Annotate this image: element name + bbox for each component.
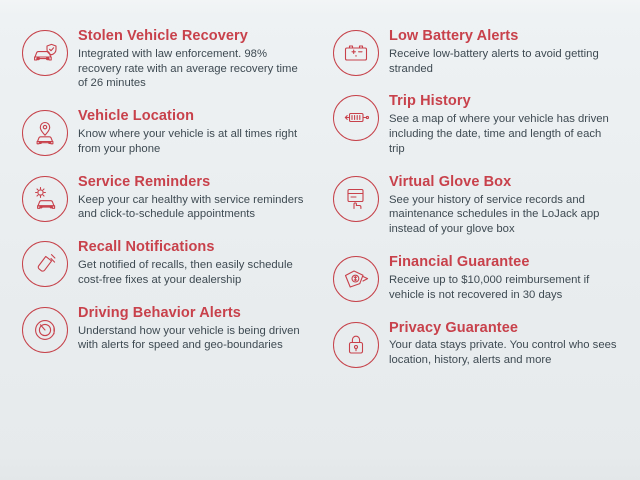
recall-notifications-icon xyxy=(22,241,68,287)
stolen-vehicle-recovery-icon xyxy=(22,30,68,76)
feature-driving-behavior-alerts xyxy=(22,305,307,353)
feature-description: Your data stays private. You control who sees location, history, alerts and more xyxy=(389,339,617,367)
privacy-guarantee-icon xyxy=(333,322,379,368)
feature-title: Service Reminders xyxy=(78,173,211,190)
feature-text xyxy=(78,239,307,287)
feature-column-right xyxy=(333,28,618,460)
feature-title: Vehicle Location xyxy=(78,108,195,125)
feature-vehicle-location xyxy=(22,108,307,156)
service-reminders-icon xyxy=(22,176,68,222)
feature-text xyxy=(78,28,307,91)
feature-description: See your history of service records and maintenance schedules in the LoJack app instead of your glove box xyxy=(389,193,600,236)
feature-text xyxy=(78,174,307,222)
feature-financial-guarantee xyxy=(333,254,618,302)
feature-title: Recall Notifications xyxy=(78,239,215,256)
feature-title: Low Battery Alerts xyxy=(389,28,519,44)
feature-description: Get notified of recalls, then easily schedule cost-free fixes at your dealership xyxy=(78,259,293,286)
feature-text xyxy=(78,108,307,156)
feature-column-left xyxy=(22,28,307,460)
feature-text xyxy=(78,305,307,353)
trip-history-icon xyxy=(333,95,379,141)
top-gradient xyxy=(0,0,640,16)
feature-virtual-glove-box xyxy=(333,174,618,237)
feature-text xyxy=(389,320,618,368)
feature-description: Keep your car healthy with service reminders and click-to-schedule appointments xyxy=(78,193,304,221)
feature-low-battery-alerts xyxy=(333,28,618,76)
feature-trip-history xyxy=(333,93,618,156)
feature-title: Virtual Glove Box xyxy=(389,173,512,190)
feature-stolen-vehicle-recovery xyxy=(22,28,307,91)
feature-title: Stolen Vehicle Recovery xyxy=(78,28,248,44)
driving-behavior-alerts-icon xyxy=(22,307,68,353)
low-battery-alerts-icon xyxy=(333,30,379,76)
feature-privacy-guarantee xyxy=(333,320,618,368)
feature-description: Know where your vehicle is at all times right from your phone xyxy=(78,128,298,155)
feature-text xyxy=(389,174,618,237)
feature-description: Understand how your vehicle is being driven with alerts for speed and geo-boundaries xyxy=(78,324,300,352)
feature-recall-notifications xyxy=(22,239,307,287)
financial-guarantee-icon xyxy=(333,256,379,302)
feature-text xyxy=(389,93,618,156)
feature-columns xyxy=(22,28,618,460)
feature-title: Trip History xyxy=(389,93,471,110)
feature-description: Integrated with law enforcement. 98% recovery rate with an average recovery time of 26 minutes xyxy=(78,47,298,90)
feature-title: Privacy Guarantee xyxy=(389,319,519,336)
feature-title: Financial Guarantee xyxy=(389,254,530,271)
vehicle-location-icon xyxy=(22,110,68,156)
feature-description: Receive up to $10,000 reimbursement if vehicle is not recovered in 30 days xyxy=(389,273,590,301)
virtual-glove-box-icon xyxy=(333,176,379,222)
feature-description: See a map of where your vehicle has driven including the date, time and length of each trip xyxy=(389,113,609,155)
feature-text xyxy=(389,28,618,76)
feature-title: Driving Behavior Alerts xyxy=(78,304,241,321)
feature-description: Receive low-battery alerts to avoid getting stranded xyxy=(389,47,599,75)
feature-service-reminders xyxy=(22,174,307,222)
feature-text xyxy=(389,254,618,302)
